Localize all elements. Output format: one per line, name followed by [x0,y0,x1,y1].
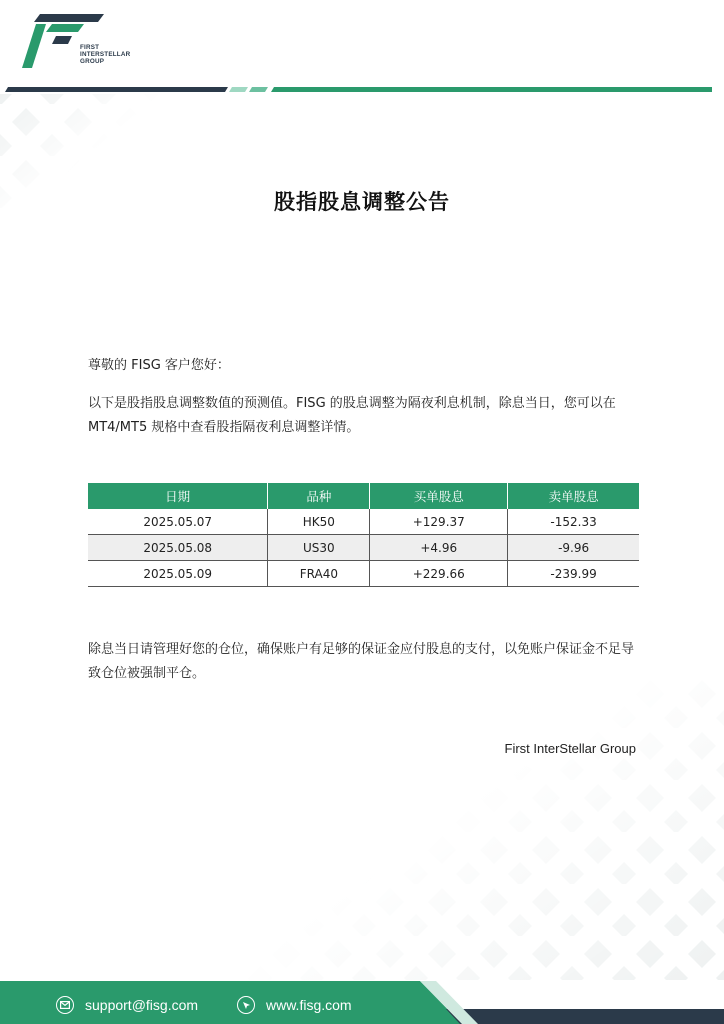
table-row [88,535,639,561]
mail-icon [56,996,74,1014]
greeting-text: 尊敬的 FISG 客户您好： [88,358,230,373]
cell-date: 2025.05.07 [88,509,268,535]
cell-sell-dividend: -9.96 [508,535,639,561]
header-date: 日期 [88,483,268,509]
footer-website-text[interactable]: www.fisg.com [266,997,352,1013]
cell-buy-dividend: +129.37 [370,509,508,535]
cell-date: 2025.05.09 [88,561,268,587]
document-title: 股指股息调整公告 [274,190,450,214]
closing-paragraph: 除息当日请管理好您的仓位，确保账户有足够的保证金应付股息的支付，以免账户保证金不足导致仓位被强制平仓。 [88,642,635,681]
logo-line-2: INTERSTELLAR [80,51,131,59]
header-buy-dividend: 买单股息 [370,483,508,509]
cell-sell-dividend: -152.33 [508,509,639,535]
intro-paragraph: 以下是股指股息调整数值的预测值。FISG 的股息调整为隔夜利息机制，除息当日，您可以在 MT4/MT5 规格中查看股指隔夜利息调整详情。 [88,396,616,435]
cursor-icon [237,996,255,1014]
cell-buy-dividend: +4.96 [370,535,508,561]
header-sell-dividend: 卖单股息 [508,483,639,509]
logo-wordmark [80,44,130,66]
table-row [88,561,639,587]
table-row [88,509,639,535]
cell-sell-dividend: -239.99 [508,561,639,587]
logo-line-3: GROUP [80,58,105,66]
footer-email-text[interactable]: support@fisg.com [85,997,199,1013]
cell-symbol: HK50 [268,509,370,535]
signature: First InterStellar Group [504,741,636,756]
cell-date: 2025.05.08 [88,535,268,561]
header-divider-bars [0,84,724,94]
footer-website[interactable] [237,996,352,1014]
table-header-row [88,483,639,509]
logo-line-1: FIRST [80,44,100,51]
footer-email[interactable] [56,996,198,1014]
dividend-adjustment-table [88,483,639,587]
cell-symbol: US30 [268,535,370,561]
cell-buy-dividend: +229.66 [370,561,508,587]
cell-symbol: FRA40 [268,561,370,587]
header-symbol: 品种 [268,483,370,509]
